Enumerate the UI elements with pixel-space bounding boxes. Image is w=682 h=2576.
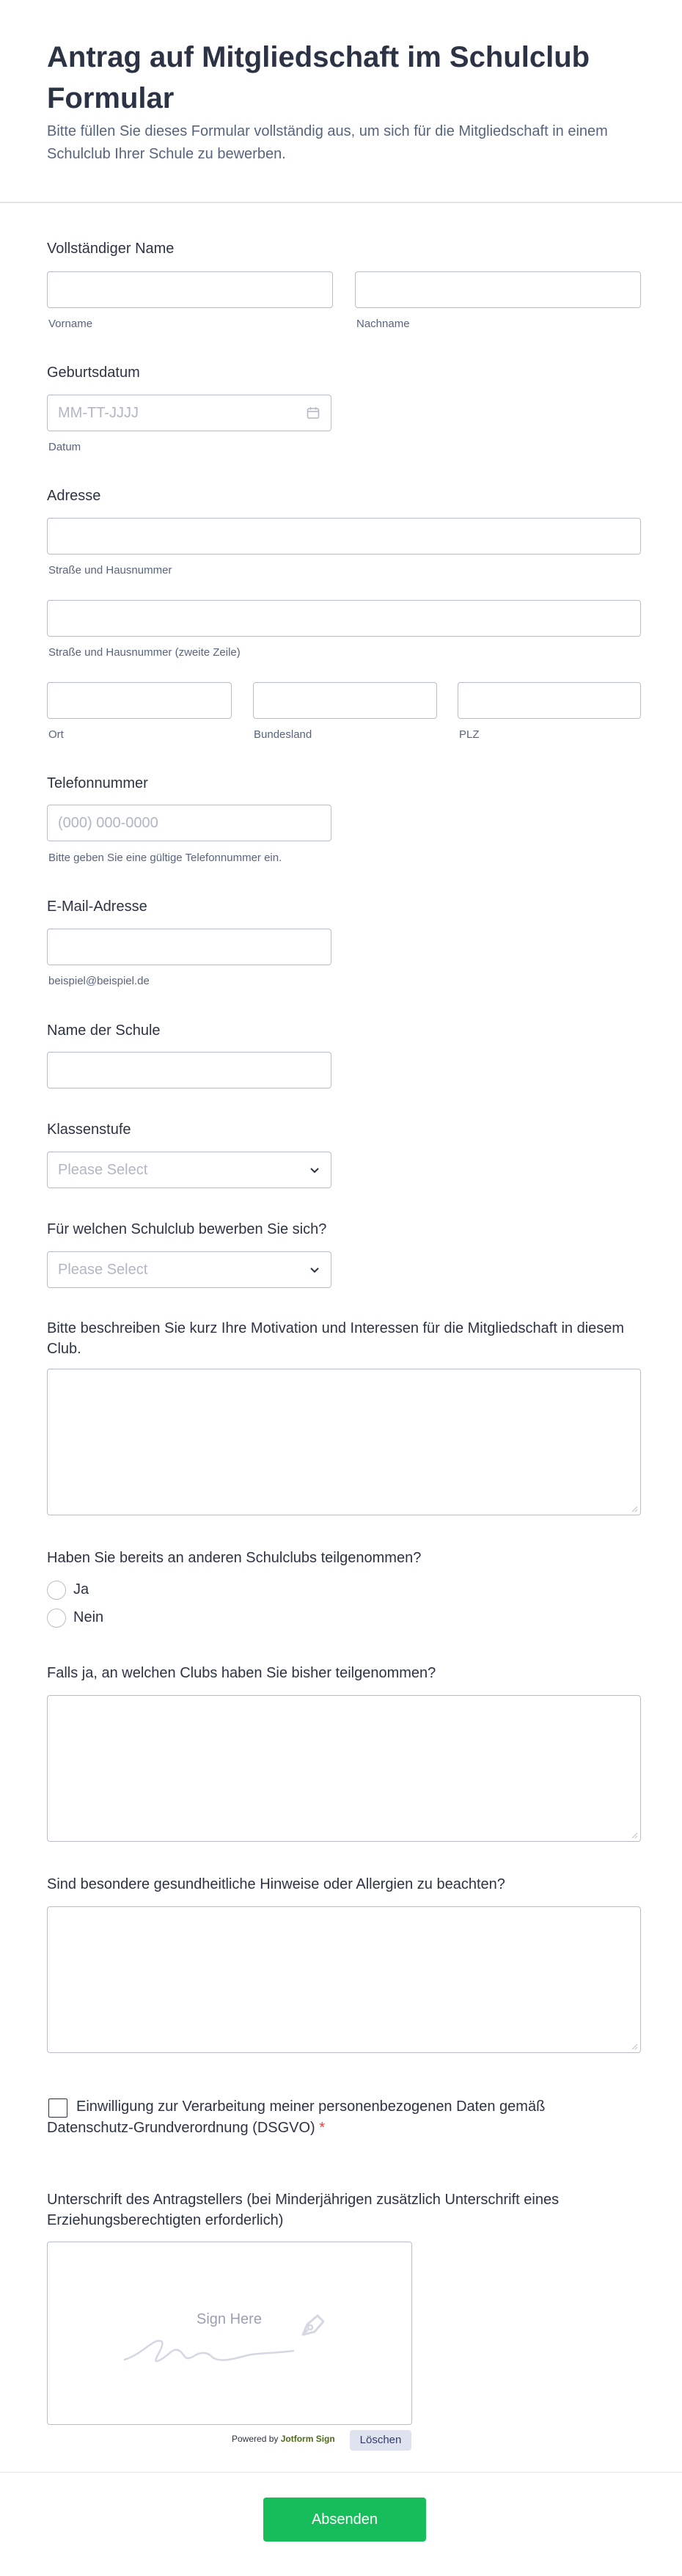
clear-signature-button[interactable]: Löschen [350,2430,411,2451]
form-header [0,0,682,203]
zip-input[interactable] [458,682,641,719]
phone-placeholder: (000) 000-0000 [58,815,158,831]
pen-icon [297,2311,329,2341]
consent-label: Einwilligung zur Verarbeitung meiner personenbezogenen Daten gemäß Datenschutz-Grundverordnung (DSGVO) [47,2099,546,2136]
state-sublabel: Bundesland [254,728,312,741]
phone-label: Telefonnummer [47,775,148,791]
resize-handle-icon[interactable] [631,2043,638,2050]
radio-ja-label: Ja [73,1581,89,1598]
chevron-down-icon [309,1264,320,1276]
resize-handle-icon[interactable] [631,1505,638,1512]
which-clubs-textarea[interactable] [47,1695,641,1842]
birthdate-label: Geburtsdatum [47,365,140,381]
phone-sublabel: Bitte geben Sie eine gültige Telefonnummer ein. [48,852,282,864]
radio-nein[interactable] [47,1609,66,1628]
birthdate-sublabel: Datum [48,441,81,453]
state-input[interactable] [253,682,437,719]
street-input[interactable] [47,518,641,555]
street-sublabel: Straße und Hausnummer [48,564,172,577]
street2-sublabel: Straße und Hausnummer (zweite Zeile) [48,646,241,659]
signature-pad[interactable] [47,2242,412,2425]
radio-ja[interactable] [47,1581,66,1600]
club-selected-value: Please Select [58,1262,148,1278]
email-input[interactable] [47,929,331,965]
club-select[interactable] [47,1251,331,1288]
calendar-icon[interactable] [306,406,320,420]
powered-brand[interactable]: Jotform Sign [280,2434,335,2444]
chevron-down-icon [309,1164,320,1176]
street2-input[interactable] [47,600,641,637]
grade-label: Klassenstufe [47,1121,131,1138]
powered-prefix: Powered by [232,2434,279,2444]
signature-hint: Sign Here [197,2311,262,2327]
form-title: Antrag auf Mitgliedschaft im Schulclub Formular [47,41,590,114]
phone-input[interactable] [47,805,331,841]
city-sublabel: Ort [48,728,64,741]
signature-label: Unterschrift des Antragstellers (bei Minderjährigen zusätzlich Unterschrift eines Erziehungsberechtigten erforderlich) [47,2192,560,2228]
address-label: Adresse [47,488,101,504]
club-label: Für welchen Schulclub bewerben Sie sich? [47,1221,327,1237]
birthdate-placeholder: MM-TT-JJJJ [58,405,139,421]
resize-handle-icon[interactable] [631,1832,638,1839]
form-description: Bitte füllen Sie dieses Formular vollständig aus, um sich für die Mitgliedschaft in einem Schulclub Ihrer Schule zu bewerben. [47,123,608,162]
first-name-sublabel: Vorname [48,318,93,330]
last-name-input[interactable] [355,271,641,308]
birthdate-input[interactable] [47,395,331,431]
footer-divider [0,2472,682,2473]
consent-label-wrap [47,2096,626,2139]
school-input[interactable] [47,1052,331,1088]
grade-select[interactable] [47,1152,331,1188]
name-label: Vollständiger Name [47,241,175,257]
first-name-input[interactable] [47,271,333,308]
powered-by [232,2434,335,2444]
health-textarea[interactable] [47,1906,641,2053]
city-input[interactable] [47,682,232,719]
health-label: Sind besondere gesundheitliche Hinweise oder Allergien zu beachten? [47,1876,505,1892]
motivation-textarea[interactable] [47,1369,641,1515]
school-label: Name der Schule [47,1022,161,1039]
motivation-label: Bitte beschreiben Sie kurz Ihre Motivation und Interessen für die Mitgliedschaft in diesem Club. [47,1320,625,1357]
which-clubs-label: Falls ja, an welchen Clubs haben Sie bisher teilgenommen? [47,1665,436,1681]
zip-sublabel: PLZ [459,728,480,741]
required-marker: * [319,2120,326,2136]
previous-label: Haben Sie bereits an anderen Schulclubs teilgenommen? [47,1550,422,1566]
submit-button[interactable]: Absenden [263,2498,426,2542]
email-label: E-Mail-Adresse [47,899,147,915]
radio-nein-label: Nein [73,1609,104,1625]
email-sublabel: beispiel@beispiel.de [48,975,150,987]
last-name-sublabel: Nachname [356,318,410,330]
grade-selected-value: Please Select [58,1162,148,1178]
